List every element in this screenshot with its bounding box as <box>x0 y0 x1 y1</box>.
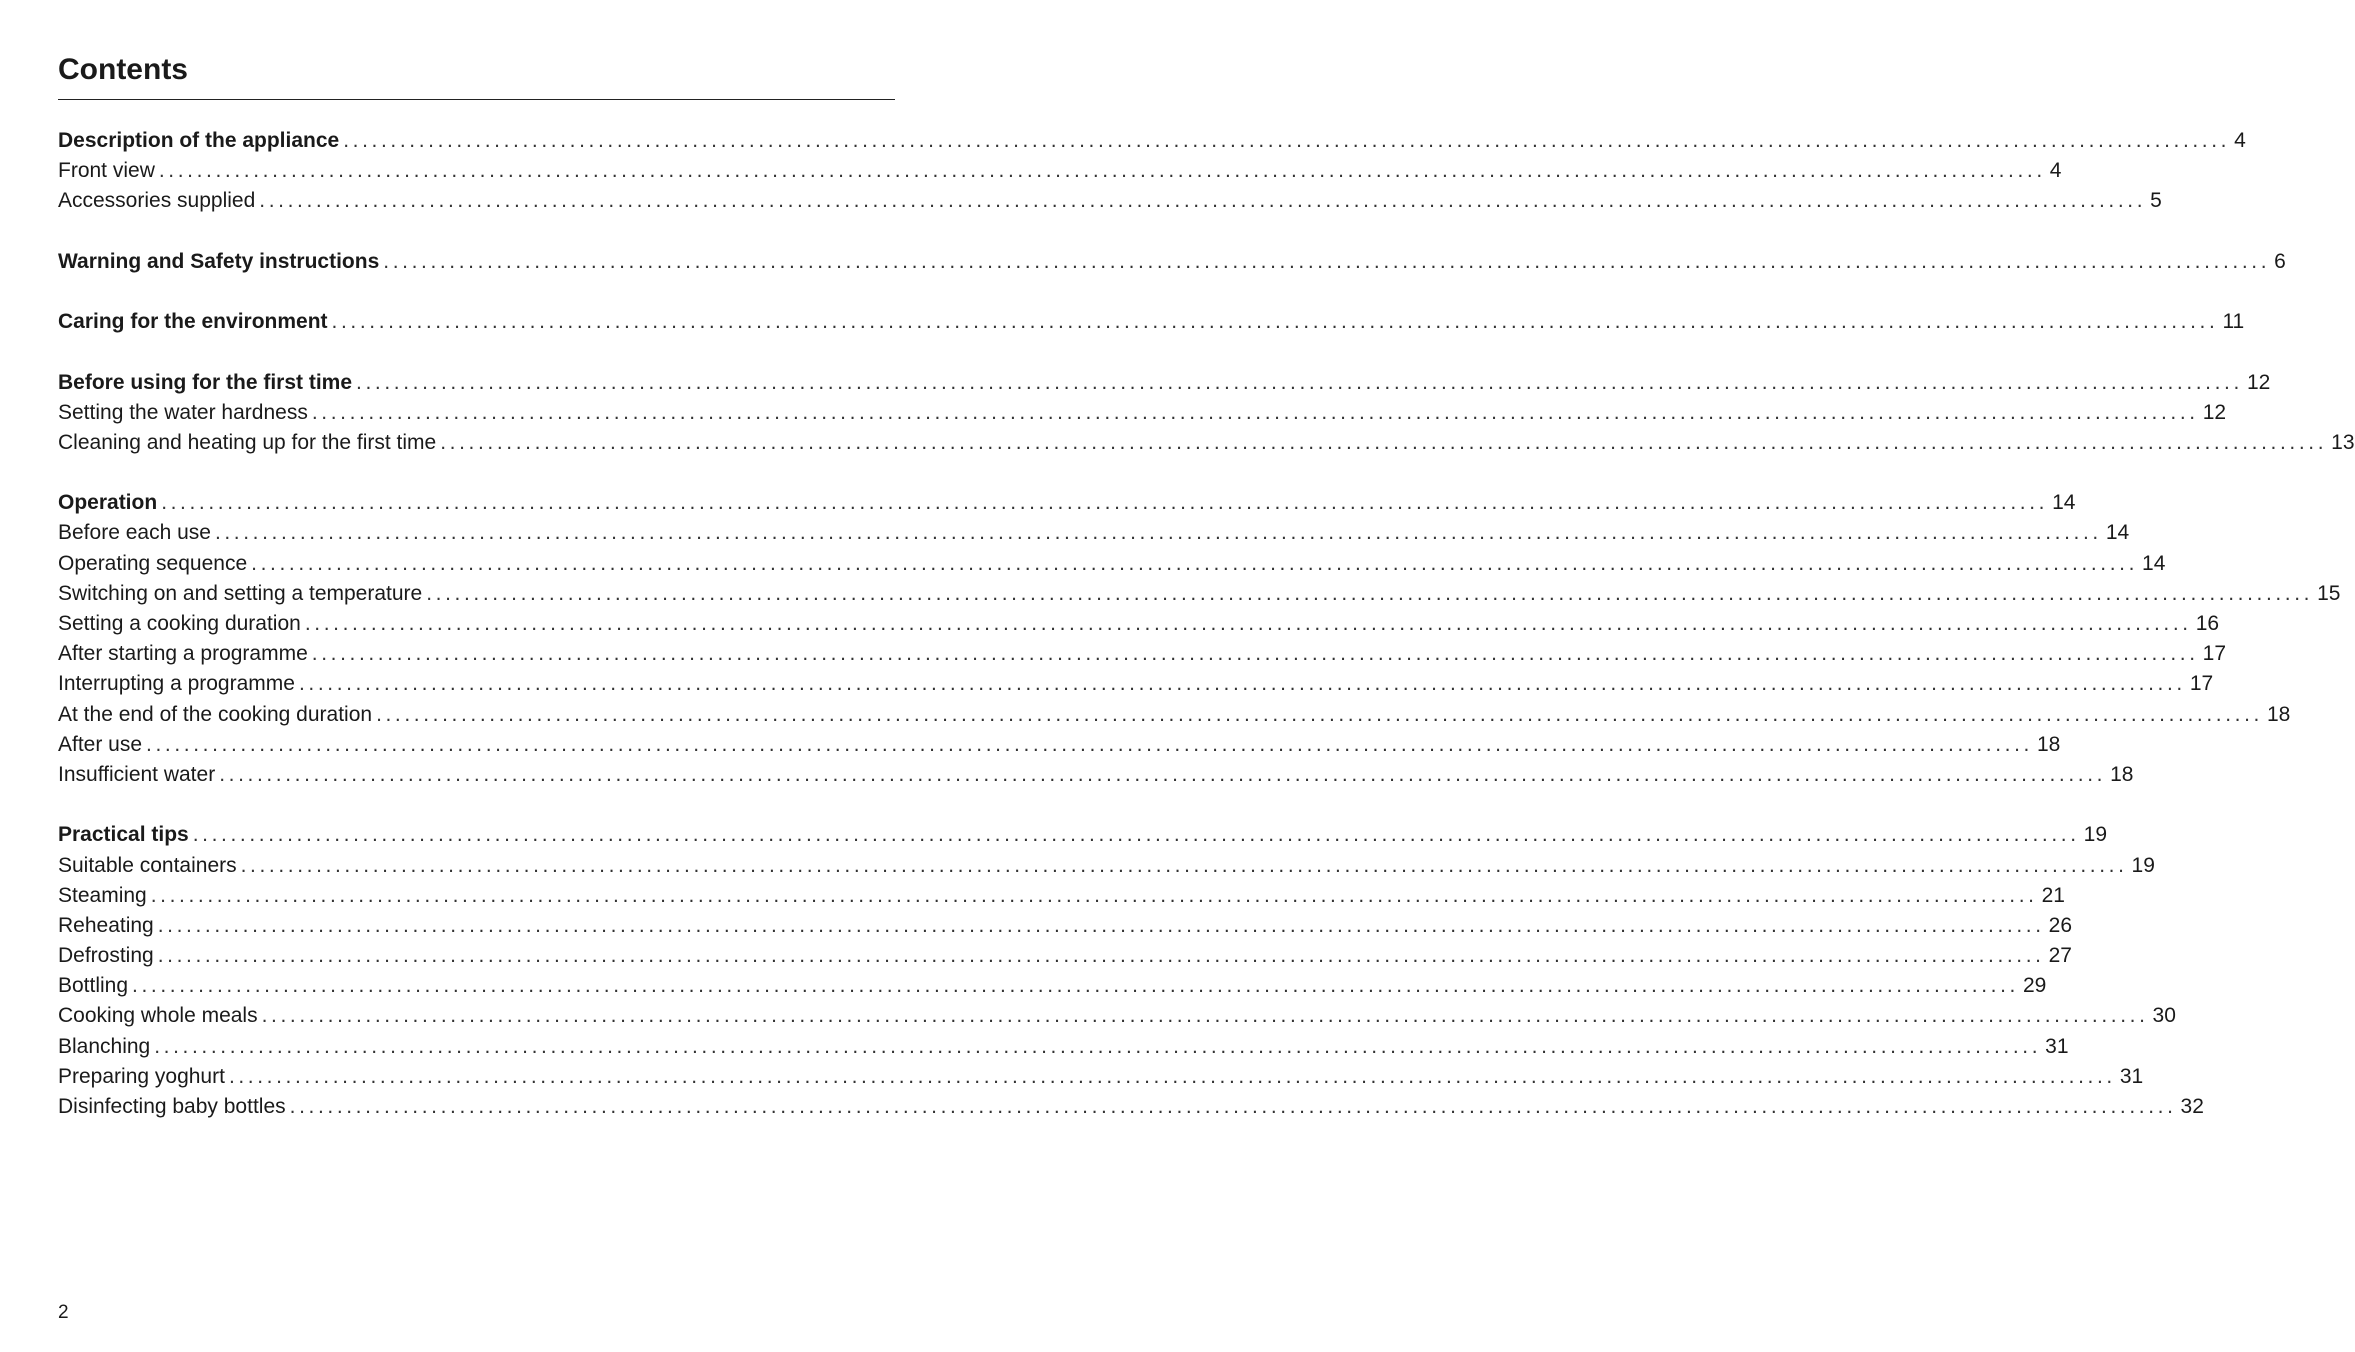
dot-leader: ........................................................................................................................................................................................................ <box>240 853 2128 877</box>
toc-entry-page-number: 19 <box>2083 823 2107 847</box>
toc-entry-label: At the end of the cooking duration <box>58 702 373 726</box>
dot-leader: ........................................................................................................................................................................................................ <box>161 491 2049 515</box>
toc-entry-page-number: 14 <box>2105 521 2130 545</box>
toc-entry-label: After starting a programme <box>58 642 308 666</box>
toc-entry-page-number: 12 <box>2202 400 2227 424</box>
toc-entry-page-number: 21 <box>2041 883 2065 907</box>
dot-leader: ........................................................................................................................................................................................................ <box>376 702 2263 726</box>
toc-entry-page-number: 26 <box>2048 913 2073 937</box>
toc-entry[interactable] <box>58 1032 2069 1062</box>
dot-leader: ........................................................................................................................................................................................................ <box>298 672 2186 696</box>
toc-entry[interactable] <box>58 398 2227 428</box>
toc-entry[interactable] <box>58 911 2073 941</box>
toc-heading-entry[interactable] <box>58 820 2107 850</box>
toc-entry-label: Front view <box>58 159 155 183</box>
toc-entry-label: Accessories supplied <box>58 189 256 213</box>
toc-entry-page-number: 17 <box>2189 672 2214 696</box>
toc-entry-page-number: 30 <box>2152 1004 2176 1028</box>
toc-section <box>58 247 2286 277</box>
toc-entry-label: Blanching <box>58 1034 151 1058</box>
dot-leader: ........................................................................................................................................................................................................ <box>219 762 2107 786</box>
toc-entry[interactable] <box>58 518 2130 548</box>
toc-entry[interactable] <box>58 428 2355 458</box>
toc-entry[interactable] <box>58 941 2072 971</box>
toc-entry-page-number: 31 <box>2119 1064 2144 1088</box>
dot-leader: ........................................................................................................................................................................................................ <box>343 129 2231 152</box>
table-of-contents <box>58 126 2355 1152</box>
toc-section <box>58 820 2204 1122</box>
toc-entry-label: Warning and Safety instructions <box>58 249 380 273</box>
toc-entry-label: Cleaning and heating up for the first time <box>58 430 437 454</box>
dot-leader: ........................................................................................................................................................................................................ <box>157 913 2045 937</box>
dot-leader: ........................................................................................................................................................................................................ <box>331 310 2219 334</box>
page-title: Contents <box>58 53 188 86</box>
toc-entry-label: Suitable containers <box>58 853 237 877</box>
toc-entry[interactable] <box>58 579 2341 609</box>
toc-entry[interactable] <box>58 881 2065 911</box>
toc-entry[interactable] <box>58 1001 2176 1031</box>
toc-heading-entry[interactable] <box>58 247 2286 277</box>
dot-leader: ........................................................................................................................................................................................................ <box>214 521 2102 545</box>
toc-entry-page-number: 11 <box>2222 310 2245 334</box>
toc-entry-page-number: 19 <box>2131 853 2155 877</box>
toc-entry-label: Before using for the first time <box>58 370 353 394</box>
toc-entry-label: Insufficient water <box>58 762 216 786</box>
toc-entry-page-number: 6 <box>2274 249 2286 273</box>
toc-entry[interactable] <box>58 760 2134 790</box>
dot-leader: ........................................................................................................................................................................................................ <box>157 944 2045 968</box>
toc-entry-page-number: 17 <box>2202 642 2227 666</box>
toc-entry-label: Caring for the environment <box>58 310 328 334</box>
toc-entry-page-number: 5 <box>2150 189 2162 213</box>
toc-entry-page-number: 32 <box>2180 1095 2204 1118</box>
dot-leader: ........................................................................................................................................................................................................ <box>383 249 2271 273</box>
toc-entry-page-number: 4 <box>2049 159 2062 183</box>
toc-entry-label: After use <box>58 732 143 756</box>
toc-section <box>58 488 2341 790</box>
toc-entry[interactable] <box>58 186 2162 216</box>
dot-leader: ........................................................................................................................................................................................................ <box>259 189 2147 213</box>
dot-leader: ........................................................................................................................................................................................................ <box>228 1064 2116 1088</box>
toc-entry-label: Defrosting <box>58 944 154 968</box>
dot-leader: ........................................................................................................................................................................................................ <box>311 400 2199 424</box>
toc-entry-label: Interrupting a programme <box>58 672 295 696</box>
dot-leader: ........................................................................................................................................................................................................ <box>440 430 2328 454</box>
dot-leader: ........................................................................................................................................................................................................ <box>356 370 2243 394</box>
toc-entry-page-number: 31 <box>2045 1034 2069 1058</box>
toc-entry-label: Preparing yoghurt <box>58 1064 225 1088</box>
toc-entry-page-number: 16 <box>2195 612 2220 635</box>
title-divider <box>58 99 895 100</box>
toc-entry[interactable] <box>58 700 2291 730</box>
toc-entry-page-number: 13 <box>2331 430 2355 454</box>
toc-entry-label: Cooking whole meals <box>58 1004 258 1028</box>
dot-leader: ........................................................................................................................................................................................................ <box>192 823 2080 847</box>
dot-leader: ........................................................................................................................................................................................................ <box>132 974 2019 998</box>
dot-leader: ........................................................................................................................................................................................................ <box>426 581 2314 605</box>
toc-entry[interactable] <box>58 639 2227 669</box>
toc-entry-label: Practical tips <box>58 823 189 847</box>
toc-entry-page-number: 14 <box>2142 551 2166 575</box>
toc-entry-label: Setting a cooking duration <box>58 612 301 635</box>
toc-section <box>58 126 2246 217</box>
toc-section <box>58 307 2245 337</box>
toc-entry-page-number: 15 <box>2317 581 2341 605</box>
toc-entry-label: Reheating <box>58 913 154 937</box>
toc-entry-page-number: 18 <box>2110 762 2134 786</box>
dot-leader: ........................................................................................................................................................................................................ <box>146 732 2033 756</box>
toc-entry-page-number: 18 <box>2266 702 2291 726</box>
toc-entry-label: Bottling <box>58 974 129 998</box>
toc-entry-label: Description of the appliance <box>58 129 340 152</box>
toc-heading-entry[interactable] <box>58 488 2076 518</box>
toc-entry-page-number: 14 <box>2052 491 2076 515</box>
toc-entry[interactable] <box>58 730 2061 760</box>
dot-leader: ........................................................................................................................................................................................................ <box>311 642 2199 666</box>
toc-heading-entry[interactable] <box>58 368 2271 398</box>
toc-entry-page-number: 27 <box>2048 944 2072 968</box>
toc-entry[interactable] <box>58 669 2214 699</box>
toc-entry-page-number: 12 <box>2246 370 2271 394</box>
toc-entry-page-number: 29 <box>2022 974 2047 998</box>
toc-entry[interactable] <box>58 971 2047 1001</box>
toc-entry-label: Operating sequence <box>58 551 248 575</box>
page-number: 2 <box>58 1302 69 1323</box>
toc-entry-label: Operation <box>58 491 158 515</box>
dot-leader: ........................................................................................................................................................................................................ <box>150 883 2038 907</box>
toc-entry-label: Steaming <box>58 883 147 907</box>
toc-entry-page-number: 18 <box>2036 732 2061 756</box>
toc-entry[interactable] <box>58 156 2062 186</box>
toc-heading-entry[interactable] <box>58 307 2245 337</box>
toc-entry-label: Switching on and setting a temperature <box>58 581 423 605</box>
toc-entry-label: Disinfecting baby bottles <box>58 1095 286 1118</box>
dot-leader: ........................................................................................................................................................................................................ <box>304 612 2192 635</box>
dot-leader: ........................................................................................................................................................................................................ <box>154 1034 2042 1058</box>
toc-entry-page-number: 4 <box>2234 129 2246 152</box>
toc-entry[interactable] <box>58 549 2166 579</box>
toc-entry[interactable] <box>58 609 2220 639</box>
toc-entry-label: Before each use <box>58 521 211 545</box>
dot-leader: ........................................................................................................................................................................................................ <box>289 1095 2177 1118</box>
dot-leader: ........................................................................................................................................................................................................ <box>158 159 2046 183</box>
toc-heading-entry[interactable] <box>58 126 2246 156</box>
toc-entry[interactable] <box>58 1062 2144 1092</box>
toc-entry[interactable] <box>58 1092 2204 1122</box>
toc-entry[interactable] <box>58 851 2155 881</box>
dot-leader: ........................................................................................................................................................................................................ <box>251 551 2139 575</box>
dot-leader: ........................................................................................................................................................................................................ <box>261 1004 2149 1028</box>
toc-section <box>58 368 2355 459</box>
toc-entry-label: Setting the water hardness <box>58 400 308 424</box>
